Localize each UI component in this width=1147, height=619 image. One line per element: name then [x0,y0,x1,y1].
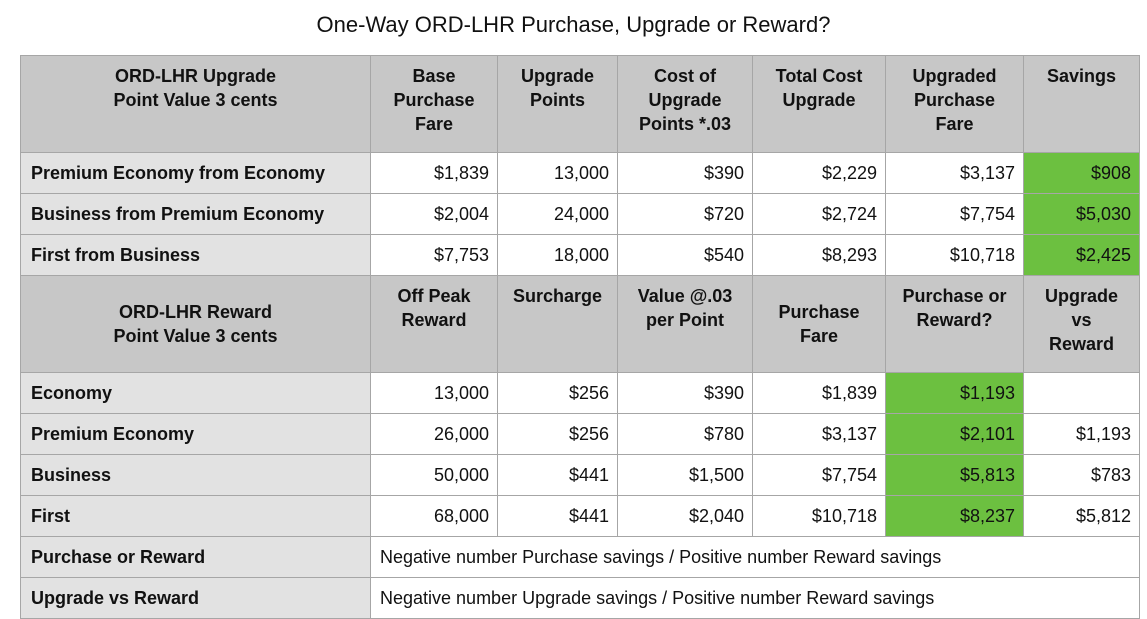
row-label: First [21,496,371,537]
cell-purchase-or-reward: $1,193 [886,373,1024,414]
header-line: Upgrade [1044,286,1118,306]
cell-upgraded-fare: $3,137 [886,153,1024,194]
row-label: Premium Economy [21,414,371,455]
cell-off-peak-reward: 26,000 [371,414,498,455]
header-line: Reward [1048,334,1115,354]
cell-surcharge: $441 [498,455,618,496]
cell-base-fare: $2,004 [371,194,498,235]
upgrade-section-header [21,56,371,153]
cell-base-fare: $1,839 [371,153,498,194]
header-line: Upgraded [912,66,997,86]
cell-points-cost: $540 [618,235,753,276]
cell-surcharge: $441 [498,496,618,537]
cell-total-cost: $2,229 [753,153,886,194]
col-header-base-purchase-fare [371,56,498,153]
cell-points-value: $1,500 [618,455,753,496]
header-line: Upgrade [520,66,594,86]
cell-purchase-fare: $10,718 [753,496,886,537]
header-line: Total Cost [775,66,863,86]
header-line: Points *.03 [638,114,732,134]
upgrade-header-row [21,56,1140,153]
header-line: Surcharge [512,286,603,306]
table-row [21,455,1140,496]
header-line: Points [529,90,585,110]
col-header-purchase-fare [753,276,886,373]
row-label: Business [21,455,371,496]
cell-purchase-or-reward: $2,101 [886,414,1024,455]
cell-upgrade-vs-reward: $783 [1024,455,1140,496]
upgrade-header-line1: ORD-LHR Upgrade [115,66,276,86]
header-line: Base [412,66,456,86]
upgrade-header-line2: Point Value 3 cents [113,90,278,110]
cell-upgrade-points: 18,000 [498,235,618,276]
cell-purchase-fare: $7,754 [753,455,886,496]
header-line: Fare [414,114,454,134]
table-row [21,153,1140,194]
header-line: Upgrade [782,90,856,110]
cell-base-fare: $7,753 [371,235,498,276]
cell-upgrade-vs-reward [1024,373,1140,414]
header-line: Purchase [778,302,860,322]
note-label: Purchase or Reward [21,537,371,578]
header-line: Purchase [913,90,996,110]
row-label: Premium Economy from Economy [21,153,371,194]
header-line: Purchase [393,90,475,110]
cell-off-peak-reward: 50,000 [371,455,498,496]
row-label: Business from Premium Economy [21,194,371,235]
col-header-upgrade-vs-reward [1024,276,1140,373]
note-row [21,537,1140,578]
header-line: Upgrade [648,90,722,110]
col-header-surcharge [498,276,618,373]
page-title: One-Way ORD-LHR Purchase, Upgrade or Reward? [316,12,831,37]
cell-upgraded-fare: $10,718 [886,235,1024,276]
row-label: First from Business [21,235,371,276]
table-row [21,414,1140,455]
cell-surcharge: $256 [498,414,618,455]
col-header-upgrade-points [498,56,618,153]
col-header-value-per-point [618,276,753,373]
header-line: Reward [401,310,467,330]
header-line: Fare [799,326,839,346]
cell-points-cost: $390 [618,153,753,194]
note-text: Negative number Purchase savings / Positive number Reward savings [371,537,1140,578]
col-header-upgraded-purchase-fare [886,56,1024,153]
col-header-savings [1024,56,1140,153]
cell-savings: $908 [1024,153,1140,194]
reward-header-line2: Point Value 3 cents [113,326,278,346]
cell-total-cost: $2,724 [753,194,886,235]
header-line: Fare [935,114,974,134]
cell-purchase-or-reward: $5,813 [886,455,1024,496]
note-row [21,578,1140,619]
header-line: Cost of [654,66,716,86]
row-label: Economy [21,373,371,414]
col-header-total-cost-upgrade [753,56,886,153]
cell-points-value: $390 [618,373,753,414]
cell-off-peak-reward: 13,000 [371,373,498,414]
header-line: per Point [645,310,724,330]
cell-points-value: $780 [618,414,753,455]
cell-surcharge: $256 [498,373,618,414]
header-line: Purchase or [902,286,1007,306]
table-row [21,373,1140,414]
col-header-purchase-or-reward [886,276,1024,373]
cell-savings: $5,030 [1024,194,1140,235]
col-header-off-peak-reward [371,276,498,373]
reward-section-header [21,276,371,373]
header-line: Off Peak [397,286,471,306]
header-line: vs [1071,310,1092,330]
cell-off-peak-reward: 68,000 [371,496,498,537]
table-row [21,496,1140,537]
cell-upgrade-points: 13,000 [498,153,618,194]
header-line: Savings [1046,66,1117,86]
header-line: Reward? [916,310,993,330]
cell-points-value: $2,040 [618,496,753,537]
cell-points-cost: $720 [618,194,753,235]
fare-comparison-table [20,55,1140,619]
cell-total-cost: $8,293 [753,235,886,276]
cell-upgraded-fare: $7,754 [886,194,1024,235]
cell-purchase-fare: $1,839 [753,373,886,414]
reward-header-line1: ORD-LHR Reward [118,302,272,322]
cell-savings: $2,425 [1024,235,1140,276]
note-label: Upgrade vs Reward [21,578,371,619]
cell-purchase-fare: $3,137 [753,414,886,455]
table-row [21,235,1140,276]
cell-upgrade-vs-reward: $1,193 [1024,414,1140,455]
note-text: Negative number Upgrade savings / Positive number Reward savings [371,578,1140,619]
cell-purchase-or-reward: $8,237 [886,496,1024,537]
cell-upgrade-vs-reward: $5,812 [1024,496,1140,537]
table-row [21,194,1140,235]
cell-upgrade-points: 24,000 [498,194,618,235]
col-header-cost-of-upgrade-points [618,56,753,153]
reward-header-row [21,276,1140,373]
header-line: Value @.03 [637,286,733,306]
